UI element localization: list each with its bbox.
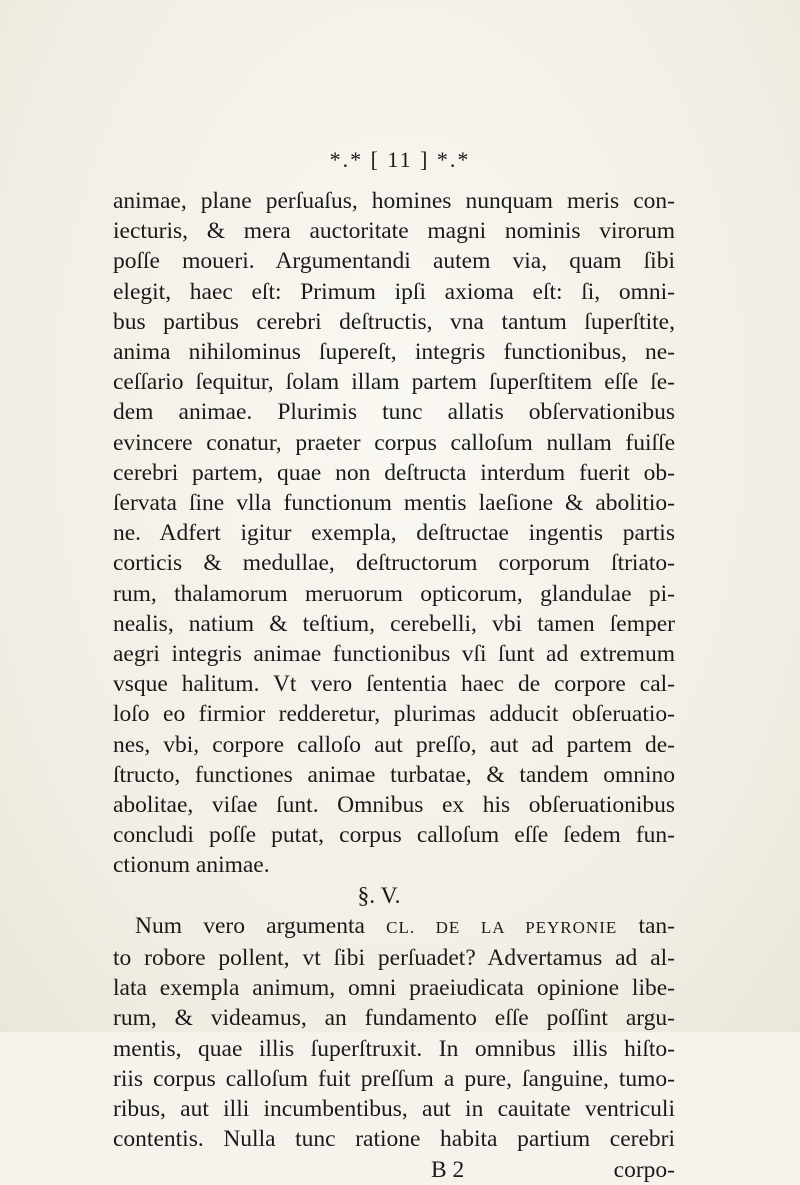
text-line: riis corpus calloſum fuit preſſum a pure, ſanguine, tumo-	[113, 1065, 675, 1092]
text-line: dem animae. Plurimis tunc allatis obſervationibus	[113, 399, 675, 426]
text-line: ceſſario ſequitur, ſolam illam partem ſuperſtitem eſſe ſe-	[113, 369, 675, 396]
section-heading: §. V.	[357, 882, 401, 909]
body-text	[113, 186, 675, 1185]
text-fragment: tan-	[617, 912, 675, 939]
text-line: contentis. Nulla tunc ratione habita partium cerebri	[113, 1126, 675, 1153]
text-line: vsque halitum. Vt vero ſententia haec de corpore cal-	[113, 671, 675, 698]
catchword: corpo-	[613, 1156, 675, 1183]
text-line: to robore pollent, vt ſibi perſuadet? Advertamus ad al-	[113, 945, 675, 972]
text-line: loſo eo firmior redderetur, plurimas adducit obſeruatio-	[113, 701, 675, 728]
text-line: rum, thalamorum meruorum opticorum, glandulae pi-	[113, 580, 675, 607]
text-line: nes, vbi, corpore calloſo aut preſſo, aut ad partem de-	[113, 731, 675, 758]
page-footer	[113, 1155, 675, 1185]
text-line: poſſe moueri. Argumentandi autem via, quam ſibi	[113, 248, 675, 275]
text-line: abolitae, viſae ſunt. Omnibus ex his obſeruationibus	[113, 792, 675, 819]
text-line: ctionum animae.	[113, 852, 270, 879]
text-line: ne. Adfert igitur exempla, deſtructae ingentis partis	[113, 520, 675, 547]
text-line: aegri integris animae functionibus vſi ſunt ad extremum	[113, 641, 675, 668]
text-line: evincere conatur, praeter corpus calloſum nullam fuiſſe	[113, 429, 675, 456]
text-fragment: Num vero argumenta	[135, 912, 387, 939]
text-line: anima nihilominus ſupereſt, integris functionibus, ne-	[113, 339, 675, 366]
page-header: *.* [ 11 ] *.*	[329, 147, 471, 172]
author-name: CL. DE LA PEYRONIE	[386, 917, 618, 937]
text-line: concludi poſſe putat, corpus calloſum eſſe ſedem fun-	[113, 822, 675, 849]
text-line: ſervata ſine vlla functionum mentis laeſione & abolitio-	[113, 490, 675, 517]
text-line: bus partibus cerebri deſtructis, vna tantum ſuperſtite,	[113, 308, 675, 335]
text-line: nealis, natium & teſtium, cerebelli, vbi tamen ſemper	[113, 610, 675, 637]
text-line: mentis, quae illis ſuperſtruxit. In omnibus illis hiſto-	[113, 1035, 675, 1062]
text-line: iecturis, & mera auctoritate magni nominis virorum	[113, 218, 675, 245]
text-line: rum, & videamus, an fundamento eſſe poſſint argu-	[113, 1005, 675, 1032]
text-line: animae, plane perſuaſus, homines nunquam meris con-	[113, 188, 675, 214]
text-line: lata exempla animum, omni praeiudicata opinione libe-	[113, 975, 675, 1002]
text-line: cerebri partem, quae non deſtructa interdum fuerit ob-	[113, 459, 675, 486]
text-line: ribus, aut illi incumbentibus, aut in cauitate ventriculi	[113, 1096, 675, 1123]
text-line: ſtructo, functiones animae turbatae, & tandem omnino	[113, 761, 675, 788]
text-line: elegit, haec eſt: Primum ipſi axioma eſt: ſi, omni-	[113, 278, 675, 305]
text-line: corticis & medullae, deſtructorum corporum ſtriato-	[113, 550, 675, 577]
signature-mark: B 2	[431, 1156, 465, 1183]
text-line	[113, 911, 675, 943]
